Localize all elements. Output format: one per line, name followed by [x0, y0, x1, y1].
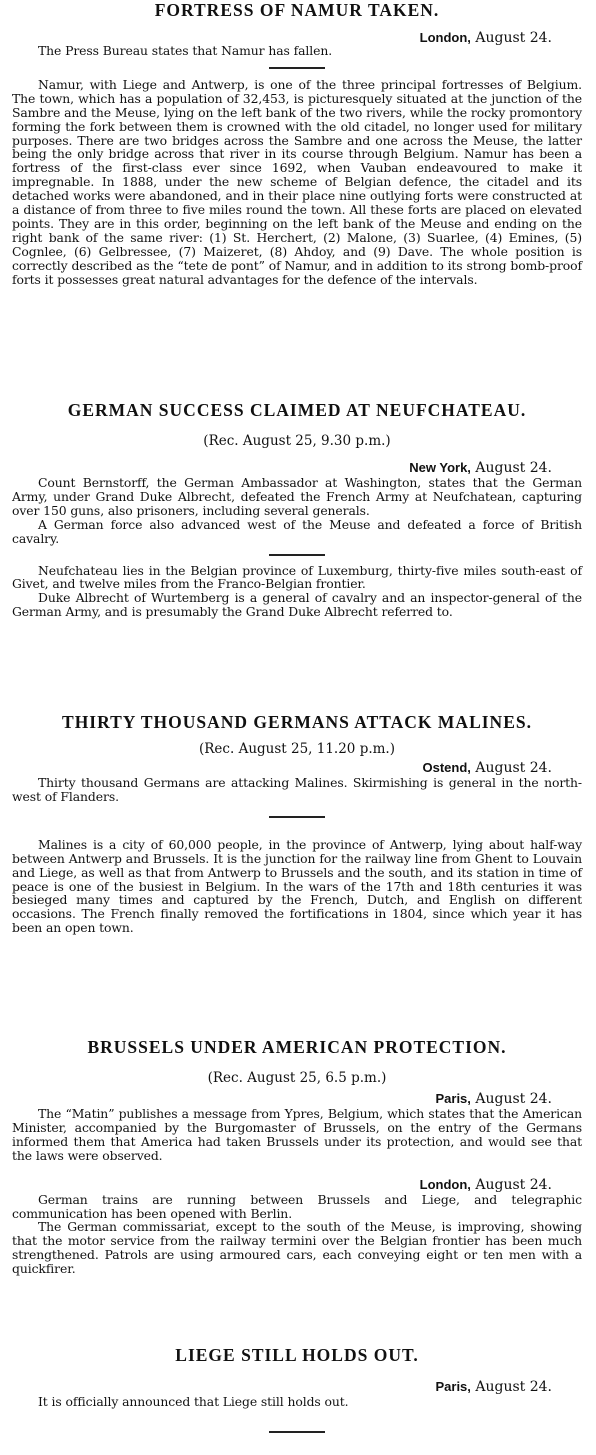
- headline: FORTRESS OF NAMUR TAKEN.: [154, 0, 440, 20]
- paragraph: Count Bernstorff, the German Ambassador at Washington, states that the German Army, under Grand Duke Albrecht, defeated the French Army at Neufchatean, capturing over 150 guns, also prisoners, including several generals.: [12, 475, 582, 518]
- article-brussels: [12, 1037, 582, 1276]
- headline: LIEGE STILL HOLDS OUT.: [175, 1345, 419, 1365]
- dateline-place: Paris,: [435, 1091, 471, 1106]
- paragraph: A German force also advanced west of the Meuse and defeated a force of British cavalry.: [12, 516, 582, 546]
- divider: [269, 1431, 325, 1433]
- paragraph: Namur, with Liege and Antwerp, is one of the three principal fortresses of Belgium. The town, which has a population of 32,453, is picturesquely situated at the junction of the Sambre and the Meuse, lying on the left bank of the two rivers, while the rocky promontory forming the fork between them is crowned with the old citadel, no longer used for military purposes. There are two bridges across the Sambre and one across the Meuse, the latter being the only bridge across that river in its course through Belgium. Namur has been a fortress of the first-class ever since 1692, when Vauban endeavoured to make it impregnable. In 1888, under the new scheme of Belgian defence, the citadel and its detached works were abandoned, and in their place nine outlying forts were constructed at a distance of from three to five miles round the town. All these forts are placed on elevated points. They are in this order, beginning on the left bank of the Meuse and ending on the right bank of the same river: (1) St. Herchert, (2) Malone, (3) Suarlee, (4) Emines, (5) Cognlee, (6) Gelbressee, (7) Maizeret, (8) Ahdoy, and (9) Dave. The whole position is correctly described as the “tete de pont” of Namur, and in addition to its strong bomb-proof forts it possesses great natural advantages for the defence of the intervals.: [12, 76, 582, 287]
- paragraph: Thirty thousand Germans are attacking Malines. Skirmishing is general in the north-west of Flanders.: [12, 775, 582, 804]
- dateline-date: August 24.: [475, 760, 552, 776]
- paragraph: The German commissariat, except to the south of the Meuse, is improving, showing that the motor service from the railway termini over the Belgian frontier has been much strengthened. Patrols are using armoured cars, each conveying eight or ten men with a quickfirer.: [12, 1219, 582, 1277]
- headline: THIRTY THOUSAND GERMANS ATTACK MALINES.: [62, 712, 532, 732]
- paragraph: The Press Bureau states that Namur has fallen.: [38, 43, 333, 58]
- dateline: [12, 460, 582, 476]
- article-neufchateau: [12, 400, 582, 619]
- dateline-place: New York,: [409, 460, 471, 475]
- article-namur: [12, 0, 582, 287]
- dateline-date: August 24.: [475, 1379, 552, 1395]
- dateline: [12, 760, 582, 776]
- dateline: [12, 1091, 582, 1107]
- article-malines: [12, 712, 582, 935]
- headline: BRUSSELS UNDER AMERICAN PROTECTION.: [87, 1037, 507, 1057]
- dateline-2: [12, 1177, 582, 1193]
- article-liege: [12, 1345, 582, 1433]
- dateline-date: August 24.: [475, 1176, 552, 1193]
- paragraph: The “Matin” publishes a message from Ypres, Belgium, which states that the American Minister, accompanied by the Burgomaster of Brussels, on the entry of the Germans informed them that America had taken Brussels under its protection, and would see that the laws were observed.: [12, 1106, 582, 1163]
- paragraph: It is officially announced that Liege still holds out.: [38, 1394, 349, 1409]
- divider: [269, 554, 325, 556]
- paragraph: German trains are running between Brussels and Liege, and telegraphic communication has been opened with Berlin.: [12, 1191, 582, 1221]
- paragraph: Malines is a city of 60,000 people, in the province of Antwerp, lying about half-way between Antwerp and Brussels. It is the junction for the railway line from Ghent to Louvain and Liege, as well as that from Antwerp to Brussels and the south, and its station in time of peace is one of the busiest in Belgium. In the wars of the 17th and 18th centuries it was besieged many times and captured by the French, Dutch, and English on different occasions. The French finally removed the fortifications in 1804, since which year it has been an open town.: [12, 836, 582, 936]
- dateline-place: London,: [419, 1176, 471, 1192]
- dateline-date: August 24.: [475, 30, 552, 46]
- dateline-place: London,: [419, 30, 471, 45]
- received-line: (Rec. August 25, 6.5 p.m.): [207, 1070, 387, 1086]
- dateline: [12, 1379, 582, 1395]
- paragraph: Duke Albrecht of Wurtemberg is a general of cavalry and an inspector-general of the German Army, and is presumably the Grand Duke Albrecht referred to.: [12, 590, 582, 620]
- paragraph: Neufchateau lies in the Belgian province of Luxemburg, thirty-five miles south-east of Givet, and twelve miles from the Franco-Belgian frontier.: [12, 562, 582, 592]
- dateline-place: Paris,: [435, 1379, 471, 1394]
- dateline-place: Ostend,: [422, 760, 471, 775]
- headline: GERMAN SUCCESS CLAIMED AT NEUFCHATEAU.: [67, 400, 527, 420]
- divider: [269, 816, 325, 818]
- dateline-date: August 24.: [475, 1091, 552, 1107]
- received-line: (Rec. August 25, 11.20 p.m.): [199, 741, 395, 757]
- received-line: (Rec. August 25, 9.30 p.m.): [203, 433, 391, 449]
- dateline-date: August 24.: [475, 460, 552, 476]
- divider: [269, 67, 325, 69]
